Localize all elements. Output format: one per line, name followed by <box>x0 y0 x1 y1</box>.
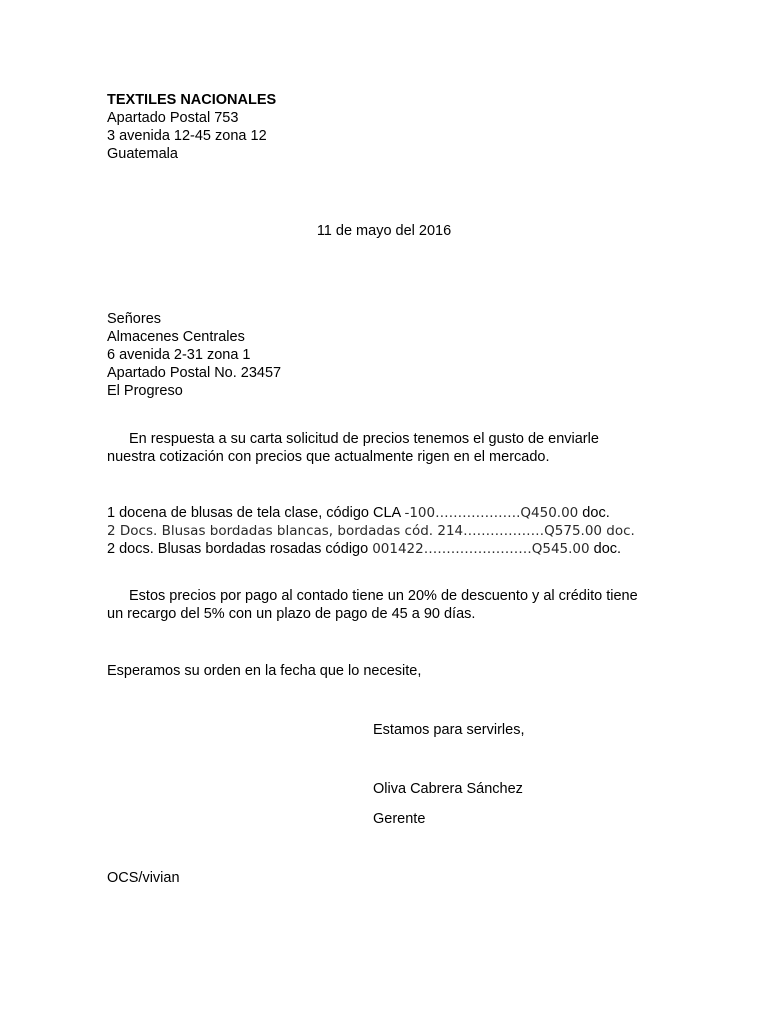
signature-name: Oliva Cabrera Sánchez <box>373 781 523 797</box>
item-3-code: 001422 <box>372 541 424 557</box>
intro-line-2: nuestra cotización con precios que actualmente rigen en el mercado. <box>107 449 550 465</box>
recipient-name: Almacenes Centrales <box>107 329 245 345</box>
quote-item-3 <box>107 540 621 558</box>
recipient-salutation: Señores <box>107 311 162 327</box>
item-1-unit: doc. <box>578 505 610 521</box>
letter-date: 11 de mayo del 2016 <box>316 223 452 239</box>
signature-farewell: Estamos para servirles, <box>373 722 525 738</box>
sender-city: Guatemala <box>107 146 178 162</box>
item-3-unit: doc. <box>589 541 622 557</box>
terms-line-2: un recargo del 5% con un plazo de pago de 45 a 90 días. <box>107 606 476 622</box>
sender-company: TEXTILES NACIONALES <box>107 92 277 108</box>
quote-item-2 <box>107 522 635 540</box>
item-3-price: Q545.00 <box>531 541 590 557</box>
item-2-unit: doc. <box>602 523 635 539</box>
sender-po-box: Apartado Postal 753 <box>107 110 239 126</box>
reference-initials: OCS/vivian <box>107 870 180 886</box>
item-2-price: Q575.00 <box>544 523 603 539</box>
recipient-city: El Progreso <box>107 383 183 399</box>
quote-item-1 <box>107 504 610 522</box>
item-1-leader: ………………. <box>435 505 521 521</box>
recipient-po-box: Apartado Postal No. 23457 <box>107 365 282 381</box>
recipient-street: 6 avenida 2-31 zona 1 <box>107 347 251 363</box>
item-3-leader: …………………… <box>423 541 532 557</box>
item-1-desc: 1 docena de blusas de tela clase, código CLA <box>107 505 405 521</box>
sender-street: 3 avenida 12-45 zona 12 <box>107 128 267 144</box>
item-1-price: Q450.00 <box>520 505 579 521</box>
intro-line-1: En respuesta a su carta solicitud de precios tenemos el gusto de enviarle <box>129 431 599 447</box>
terms-line-1: Estos precios por pago al contado tiene un 20% de descuento y al crédito tiene <box>129 588 638 604</box>
signature-title: Gerente <box>373 811 426 827</box>
item-3-desc: 2 docs. Blusas bordadas rosadas código <box>107 541 373 557</box>
item-2-desc: 2 Docs. Blusas bordadas blancas, bordadas cód. 214 <box>107 523 464 539</box>
item-2-leader: ……………… <box>463 523 545 539</box>
item-1-code: -100 <box>404 505 436 521</box>
closing-line: Esperamos su orden en la fecha que lo necesite, <box>107 663 422 679</box>
